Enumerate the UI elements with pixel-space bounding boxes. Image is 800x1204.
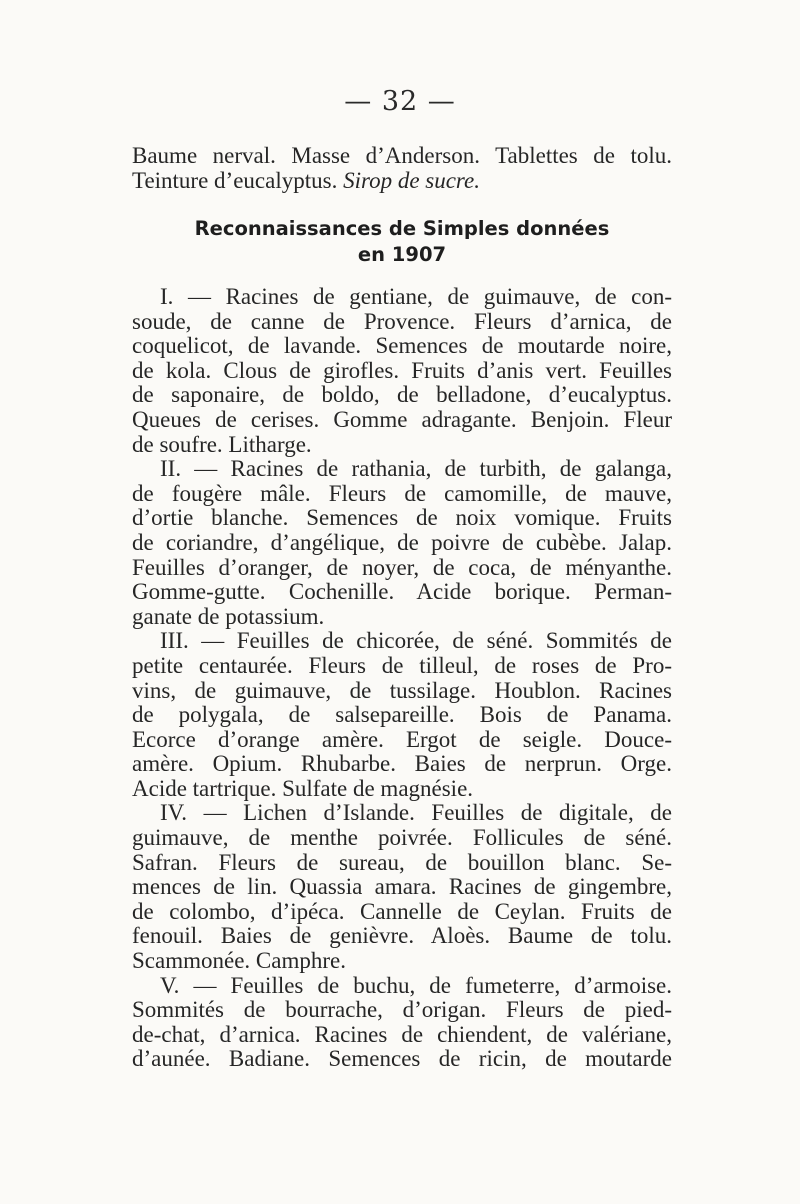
text-line: de kola. Clous de girofles. Fruits d’anis vert. Feuilles (132, 357, 672, 383)
body-text (132, 285, 672, 1072)
text-line: Queues de cerises. Gomme adragante. Benjoin. Fleur (132, 406, 672, 432)
text-line: de polygala, de salsepareille. Bois de Panama. (132, 702, 672, 728)
text-line: Gomme-gutte. Cochenille. Acide borique. Perman- (132, 579, 672, 605)
text-line: petite centaurée. Fleurs de tilleul, de roses de Pro- (132, 652, 672, 678)
heading-line-1: Reconnaissances de Simples données (194, 217, 610, 240)
paragraph-i (132, 285, 672, 457)
text-line: Feuilles d’oranger, de noyer, de coca, de ményanthe. (132, 554, 672, 580)
text-line: vins, de guimauve, de tussilage. Houblon. Racines (132, 677, 672, 703)
text-line: guimauve, de menthe poivrée. Follicules de séné. (132, 825, 672, 851)
text-line: de soufre. Litharge. (132, 431, 312, 457)
heading-line-2: en 1907 (357, 243, 447, 266)
text-line: Scammonée. Camphre. (132, 948, 346, 974)
text-line: Ecorce d’orange amère. Ergot de seigle. Douce- (132, 726, 672, 752)
intro-italic-text: Sirop de sucre. (343, 167, 480, 193)
intro-paragraph (132, 144, 672, 193)
text-line: Sommités de bourrache, d’origan. Fleurs de pied- (132, 997, 672, 1023)
text-line: II. — Racines de rathania, de turbith, de galanga, (160, 456, 672, 482)
text-line: Safran. Fleurs de sureau, de bouillon blanc. Se- (132, 849, 672, 875)
text-line: d’ortie blanche. Semences de noix vomique. Fruits (132, 505, 672, 531)
text-line: Acide tartrique. Sulfate de magnésie. (132, 775, 474, 801)
text-line: de-chat, d’arnica. Racines de chiendent, de valériane, (132, 1021, 672, 1047)
paragraph-iv (132, 801, 672, 973)
text-line: amère. Opium. Rhubarbe. Baies de nerprun. Orge. (132, 751, 672, 777)
paragraph-iii (132, 629, 672, 801)
section-heading (132, 216, 672, 268)
intro-line: Baume nerval. Masse d’Anderson. Tablettes de tolu. (132, 143, 672, 168)
page-number: — 32 — (344, 86, 456, 117)
text-line: III. — Feuilles de chicorée, de séné. Sommités de (160, 628, 672, 654)
paragraph-ii (132, 457, 672, 629)
text-line: d’aunée. Badiane. Semences de ricin, de moutarde (132, 1046, 672, 1072)
text-line: de coriandre, d’angélique, de poivre de cubèbe. Jalap. (132, 529, 672, 555)
paragraph-v (132, 974, 672, 1072)
text-line: IV. — Lichen d’Islande. Feuilles de digitale, de (160, 800, 672, 826)
text-line: de colombo, d’ipéca. Cannelle de Ceylan. Fruits de (132, 898, 672, 924)
text-line: V. — Feuilles de buchu, de fumeterre, d’armoise. (160, 972, 672, 998)
text-line: de fougère mâle. Fleurs de camomille, de mauve, (132, 480, 672, 506)
text-line: I. — Racines de gentiane, de guimauve, de con- (160, 284, 672, 309)
text-line: fenouil. Baies de genièvre. Aloès. Baume de tolu. (132, 923, 672, 949)
text-line: de saponaire, de boldo, de belladone, d’eucalyptus. (132, 382, 672, 408)
text-line: ganate de potassium. (132, 603, 325, 629)
text-line: coquelicot, de lavande. Semences de moutarde noire, (132, 333, 672, 359)
text-line: soude, de canne de Provence. Fleurs d’arnica, de (132, 308, 672, 334)
intro-line (132, 169, 672, 194)
text-line: mences de lin. Quassia amara. Racines de gingembre, (132, 874, 672, 900)
intro-line-text: Teinture d’eucalyptus. (132, 167, 338, 193)
